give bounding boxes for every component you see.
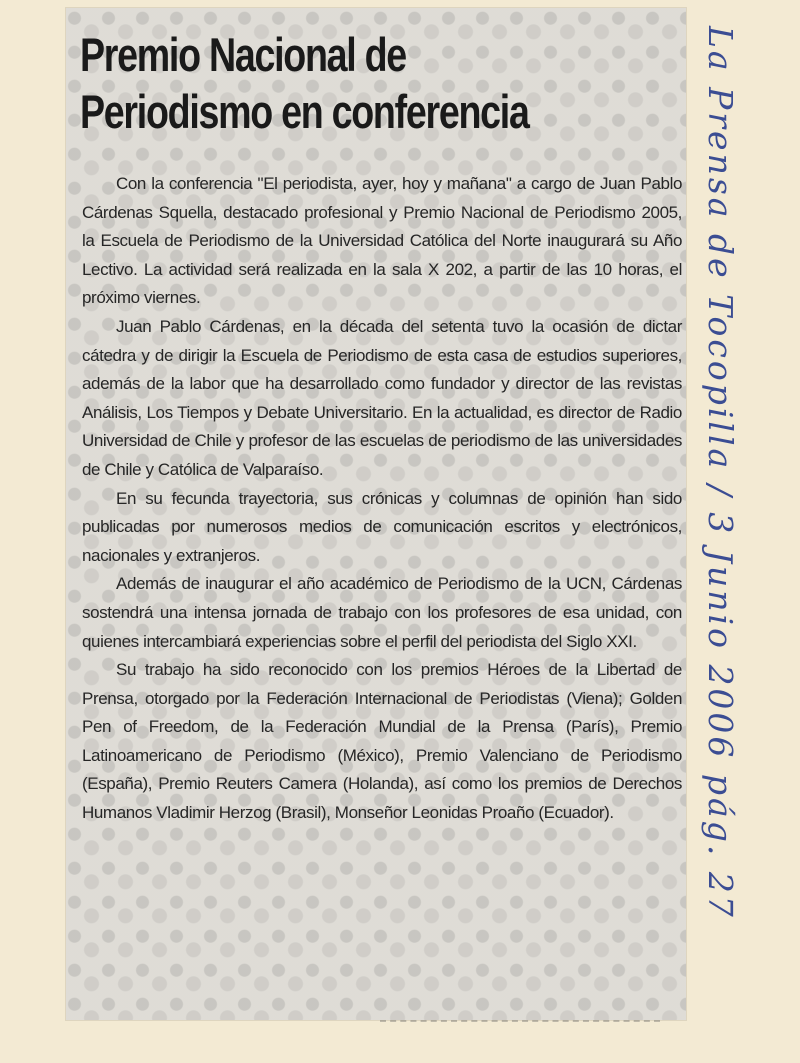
article-paragraph: Con la conferencia "El periodista, ayer, hoy y mañana" a cargo de Juan Pablo Cárdenas Squella, destacado profesional y Premio Nacional de Periodismo 2005, la Escuela de Periodismo de la Universidad Católica del Norte inaugurará su Año Lectivo. La actividad será realizada en la sala X 202, a partir de las 10 horas, el próximo viernes. — [82, 174, 682, 308]
clipping-edge-divider — [380, 1020, 660, 1022]
headline-line-2: Periodismo en conferencia — [80, 85, 529, 138]
article-paragraph: Juan Pablo Cárdenas, en la década del setenta tuvo la ocasión de dictar cátedra y de dirigir la Escuela de Periodismo de esta casa de estudios superiores, además de la labor que ha desarrollado como fundador y director de las revistas Análisis, Los Tiempos y Debate Universitario. En la actualidad, es director de Radio Universidad de Chile y profesor de las escuelas de periodismo de las universidades de Chile y Católica de Valparaíso. — [82, 316, 682, 479]
handwritten-source-note: La Prensa de Tocopilla / 3 Junio 2006 pág. 27 — [701, 26, 740, 920]
article-paragraph: Su trabajo ha sido reconocido con los premios Héroes de la Libertad de Prensa, otorgado por la Federación Internacional de Periodistas (Viena); Golden Pen of Freedom, de la Federación Mundial de la Prensa (París), Premio Latinoamericano de Periodismo (México), Premio Valenciano de Periodismo (España), Premio Reuters Camera (Holanda), así como los premios de Derechos Humanos Vladimir Herzog (Brasil), Monseñor Leonidas Proaño (Ecuador). — [82, 660, 682, 823]
article-headline — [80, 26, 552, 140]
article-paragraph: En su fecunda trayectoria, sus crónicas y columnas de opinión han sido publicadas por numerosos medios de comunicación escritos y electrónicos, nacionales y extranjeros. — [82, 488, 682, 565]
headline-line-1: Premio Nacional de — [80, 28, 406, 81]
article-body — [82, 170, 682, 828]
article-paragraph: Además de inaugurar el año académico de Periodismo de la UCN, Cárdenas sostendrá una intensa jornada de trabajo con los profesores de esa unidad, con quienes intercambiará experiencias sobre el perfil del periodista del Siglo XXI. — [82, 574, 682, 651]
